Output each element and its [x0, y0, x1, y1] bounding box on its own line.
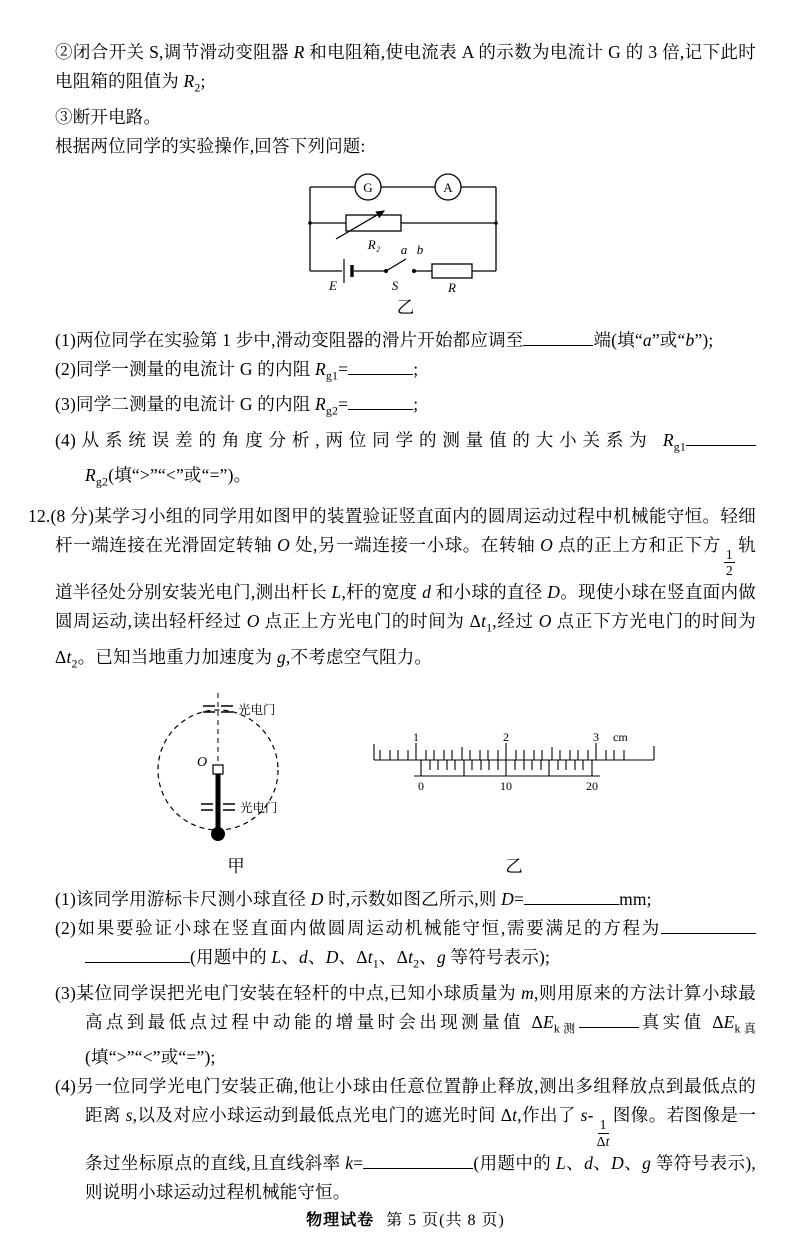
question-11-section: [55, 38, 756, 497]
page-footer: [55, 1207, 756, 1260]
vernier-label-10: 10: [500, 779, 512, 794]
apparatus-figure-label: 甲: [227, 856, 245, 877]
main-scale-label-3: 3: [593, 732, 599, 745]
q11-step2: ②闭合开关 S,调节滑动变阻器 R 和电阻箱,使电流表 A 的示数为电流计 G 的 3 倍,记下此时电阻箱的阻值为 $R_2$;: [55, 42, 756, 95]
resistance-box-label: R₂: [367, 236, 380, 252]
q12-item-3: (3)某位同学误把光电门安装在轻杆的中点,已知小球质量为 m,则用原来的方法计算小球最高点到最低点过程中动能的增量时会出现测量值 $\Delta E_{k测}$ 真实值 $\Delta E_{k真}$(填“>”“<”或“=”);: [55, 982, 756, 1068]
resistor-label: R: [447, 279, 456, 295]
caliper-figure: [368, 688, 660, 879]
q12-item-1: (1)该同学用游标卡尺测小球直径 D 时,示数如图乙所示,则 D= mm;: [55, 885, 756, 914]
circuit-diagram: [298, 169, 514, 295]
circuit-wires: [310, 187, 496, 271]
q12-item-4: (4)另一位同学光电门安装正确,他让小球由任意位置静止释放,测出多组释放点到最低点的距离 s,以及对应小球运动到最低点光电门的遮光时间 Δt,作出了 s- $\frac{1}{\Delta t}$ 图像。若图像是一条过坐标原点的直线,且直线斜率 k= (用题中的 L、d、D、g 等符号表示),则说明小球运动过程机械能守恒。: [55, 1076, 757, 1202]
switch-label: S: [391, 277, 398, 293]
q11-item-1: (1)两位同学在实验第 1 步中,滑动变阻器的滑片开始都应调至 端(填“a”或“b”);: [55, 326, 756, 355]
circuit-figure: [291, 169, 521, 320]
caliper-diagram: [368, 732, 660, 794]
q11-lead: 根据两位同学的实验操作,回答下列问题:: [55, 135, 366, 156]
q12-intro: 12.(8 分)某学习小组的同学用如图甲的装置验证竖直面内的圆周运动过程中机械能守恒。轻细杆一端连接在光滑固定转轴 O 处,另一端连接一小球。在转轴 O 点的正上方和正下方 $\frac{1}{2}$ 轨道半径处分别安装光电门,测出杆长 L,杆的宽度 d 和小球的直径 D。现使小球在竖直面内做圆周运动,读出轻杆经过 O 点正上方光电门的时间为 $\Delta t_1$,经过 O 点正下方光电门的时间为 $\Delta t_2$。已知当地重力加速度为 g,不考虑空气阻力。: [28, 505, 757, 671]
photogate-top-label: 光电门: [238, 703, 276, 718]
photogate-bottom-label: 光电门: [240, 801, 278, 816]
pivot-symbol: [213, 765, 223, 774]
main-scale-cm-ticks: [416, 743, 596, 760]
footer-page: 第 5 页(共 8 页): [386, 1212, 505, 1229]
ammeter-label: A: [442, 179, 453, 195]
main-scale-unit: cm: [613, 732, 628, 745]
q11-step3: ③断开电路。: [55, 106, 162, 127]
galvanometer-label: G: [362, 179, 373, 195]
apparatus-diagram: [150, 688, 322, 854]
q11-item-3: (3)同学二测量的电流计 G 的内阻 $R_{g2}=$ ;: [55, 390, 756, 426]
switch-lever: [386, 259, 406, 271]
apparatus-figure: [150, 688, 322, 879]
q11-item-2: (2)同学一测量的电流计 G 的内阻 $R_{g1}=$ ;: [55, 355, 756, 391]
q11-item-4: (4)从系统误差的角度分析,两位同学的测量值的大小关系为 $R_{g1}R_{g2}$(填“>”“<”或“=”)。: [55, 426, 756, 497]
caliper-figure-label: 乙: [505, 856, 523, 877]
main-scale-label-1: 1: [413, 732, 419, 745]
vernier-label-20: 20: [586, 779, 598, 794]
contact-a-label: a: [400, 241, 407, 257]
footer-title: 物理试卷: [306, 1212, 375, 1229]
vernier-label-0: 0: [418, 779, 424, 794]
ball: [211, 827, 225, 841]
question-12-section: [28, 497, 757, 1208]
main-scale-mm-ticks: [380, 750, 624, 760]
contact-b-label: b: [416, 241, 423, 257]
pivot-label: O: [197, 755, 208, 771]
circuit-figure-label: 乙: [396, 296, 415, 317]
main-scale-label-2: 2: [503, 732, 509, 745]
resistor-symbol: [432, 264, 472, 278]
main-scale-half-ticks: [462, 747, 552, 760]
battery-label: E: [328, 277, 337, 293]
q12-item-2: (2)如果要验证小球在竖直面内做圆周运动机械能守恒,需要满足的方程为(用题中的 L、d、D、$\Delta t_1$、$\Delta t_2$、g 等符号表示);: [55, 914, 756, 979]
q12-figures: [150, 688, 756, 879]
